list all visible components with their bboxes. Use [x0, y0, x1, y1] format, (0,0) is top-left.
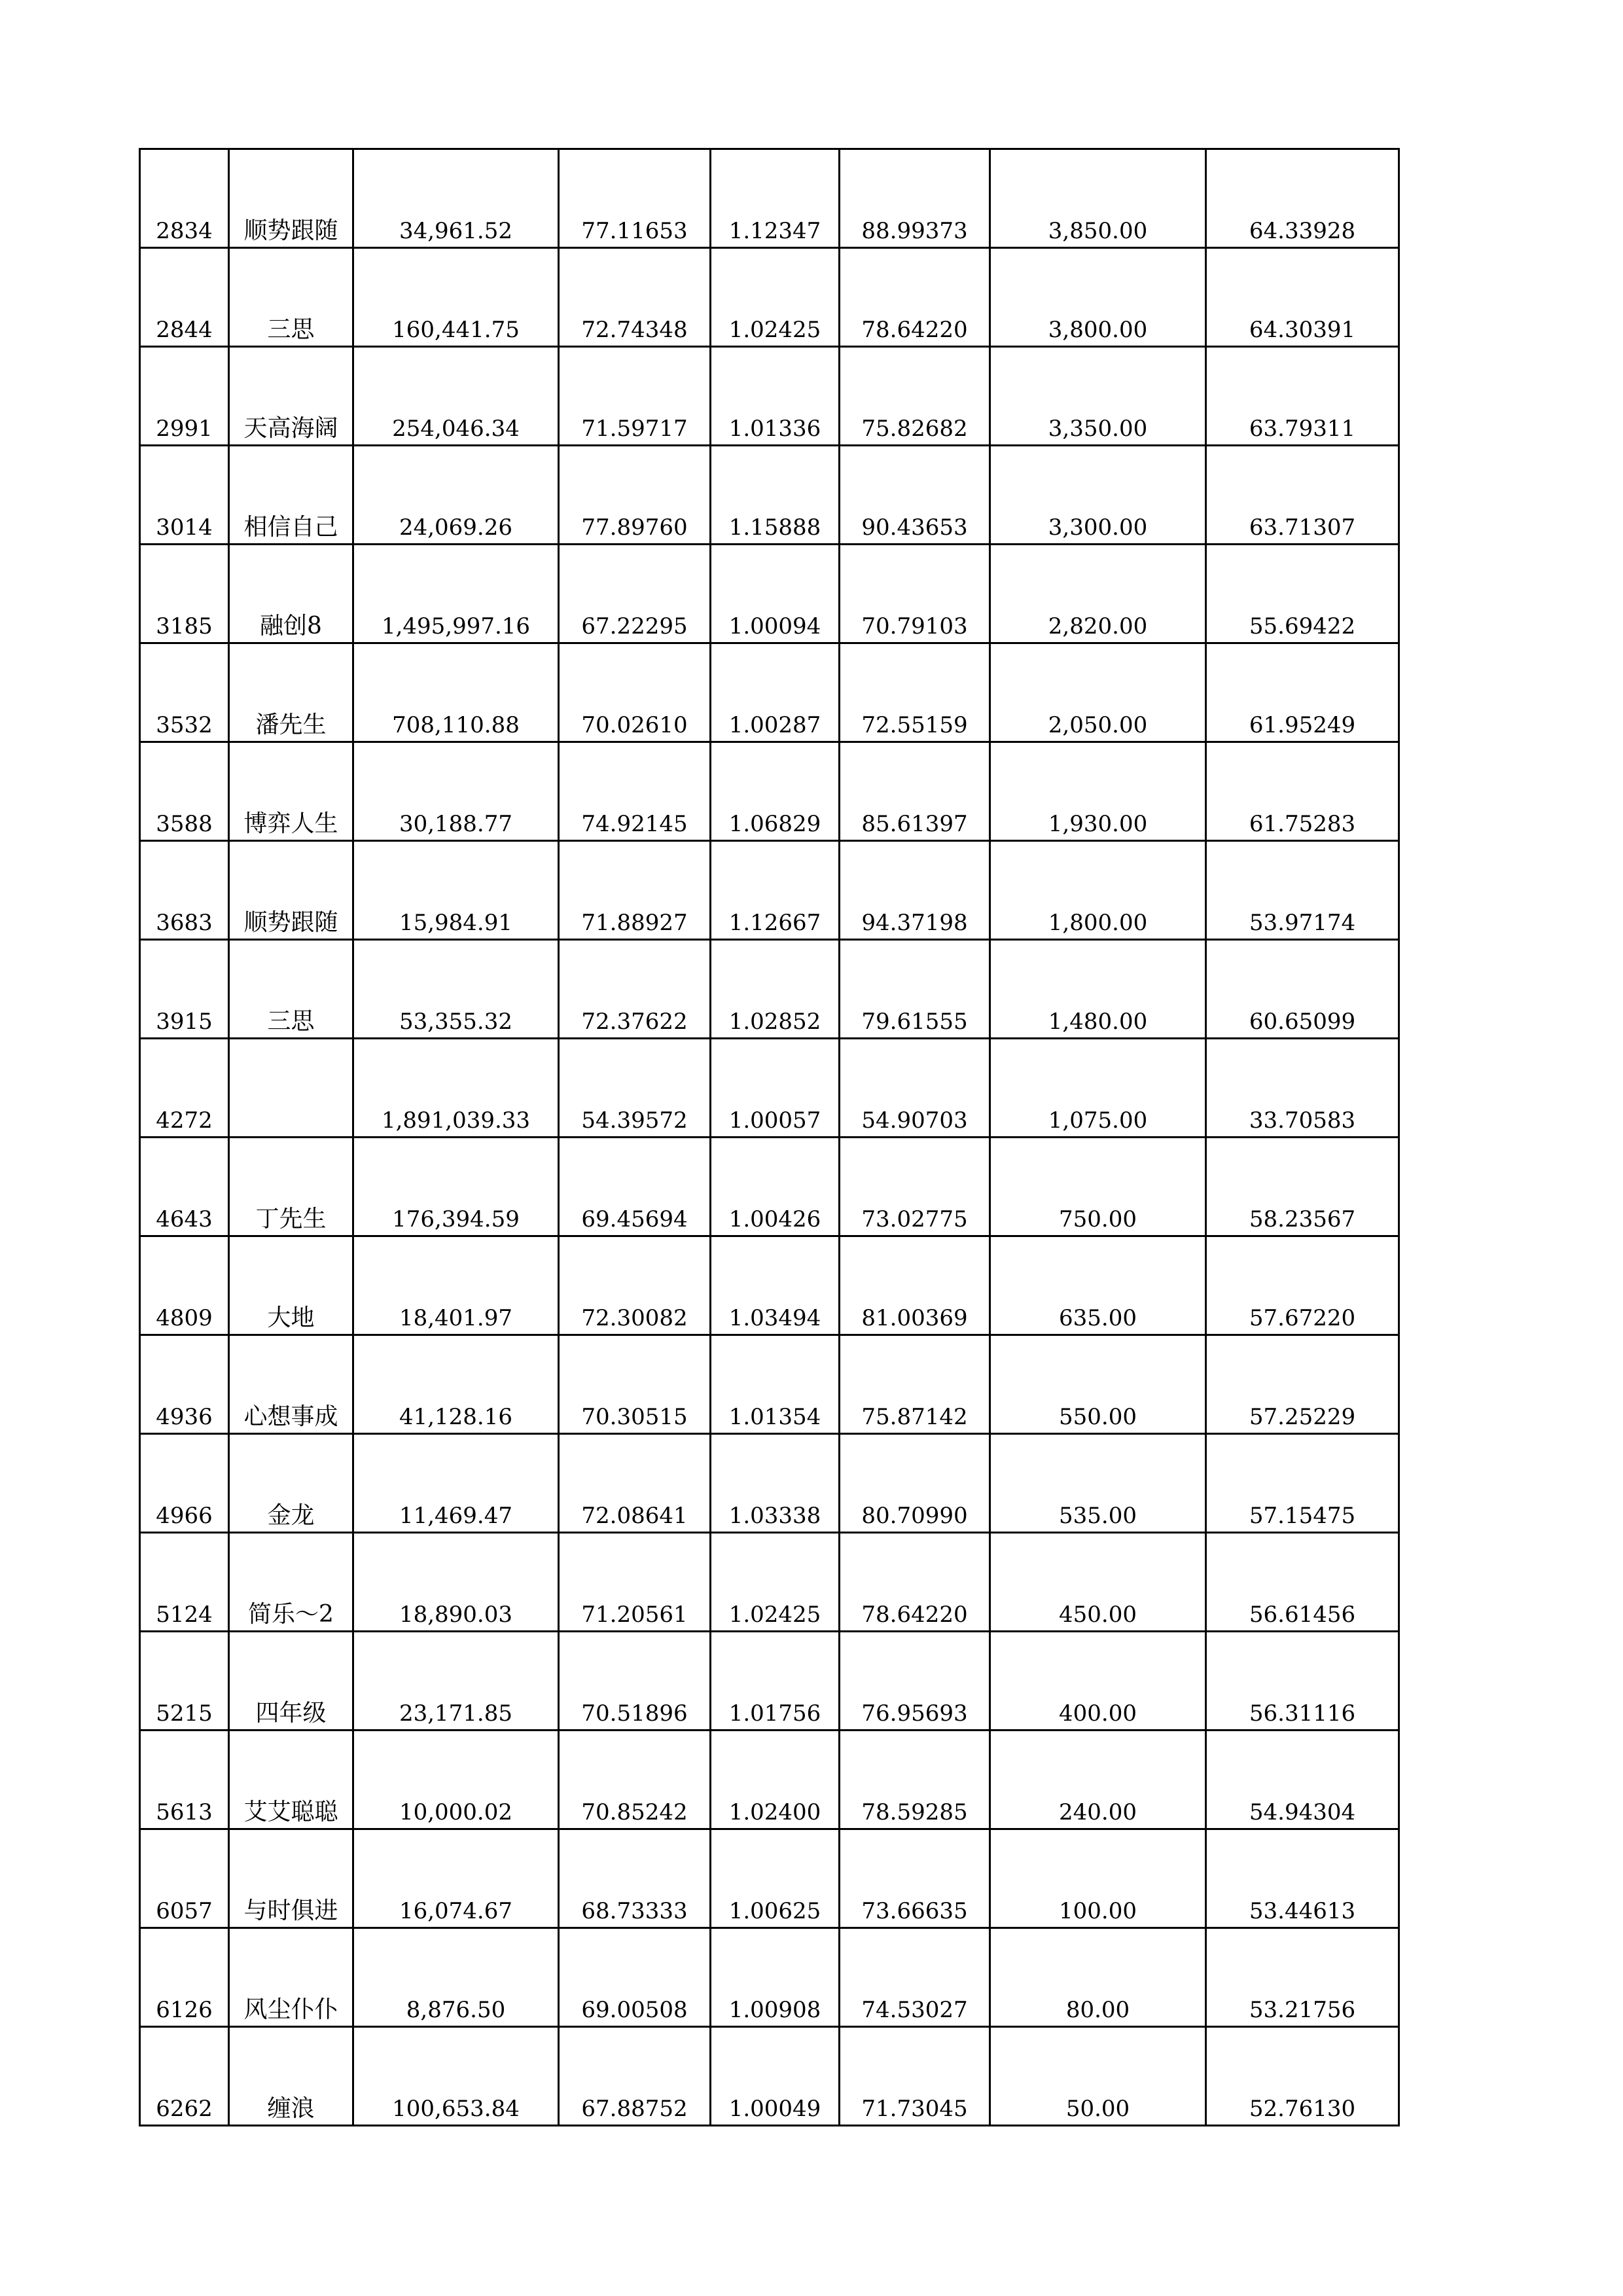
name-cell: 融创8 — [229, 545, 353, 643]
row-id-cell: 4966 — [140, 1434, 229, 1533]
value1-cell: 72.30082 — [559, 1236, 711, 1335]
row-id-cell: 2844 — [140, 248, 229, 347]
table-row — [140, 1039, 1399, 1138]
value1-cell: 70.85242 — [559, 1731, 711, 1829]
value2-cell: 1.01336 — [711, 347, 840, 446]
name-cell: 博弈人生 — [229, 742, 353, 841]
table-row — [140, 940, 1399, 1039]
value1-cell: 67.88752 — [559, 2027, 711, 2126]
amount-cell: 160,441.75 — [353, 248, 559, 347]
table-body — [140, 149, 1399, 2126]
points-cell: 240.00 — [990, 1731, 1206, 1829]
row-id-cell: 3532 — [140, 643, 229, 742]
row-id-cell: 3185 — [140, 545, 229, 643]
score-cell: 61.75283 — [1206, 742, 1399, 841]
score-cell: 63.79311 — [1206, 347, 1399, 446]
score-cell: 58.23567 — [1206, 1138, 1399, 1236]
name-cell: 简乐～2 — [229, 1533, 353, 1632]
points-cell: 3,800.00 — [990, 248, 1206, 347]
table-row — [140, 248, 1399, 347]
amount-cell: 16,074.67 — [353, 1829, 559, 1928]
value2-cell: 1.02425 — [711, 1533, 840, 1632]
value2-cell: 1.00057 — [711, 1039, 840, 1138]
table-row — [140, 841, 1399, 940]
value3-cell: 73.66635 — [840, 1829, 990, 1928]
table-row — [140, 1829, 1399, 1928]
value1-cell: 70.02610 — [559, 643, 711, 742]
amount-cell: 18,890.03 — [353, 1533, 559, 1632]
points-cell: 550.00 — [990, 1335, 1206, 1434]
score-cell: 57.67220 — [1206, 1236, 1399, 1335]
points-cell: 50.00 — [990, 2027, 1206, 2126]
name-cell: 金龙 — [229, 1434, 353, 1533]
row-id-cell: 2991 — [140, 347, 229, 446]
name-cell: 缠浪 — [229, 2027, 353, 2126]
score-cell: 33.70583 — [1206, 1039, 1399, 1138]
table-row — [140, 1632, 1399, 1731]
table-row — [140, 149, 1399, 248]
value2-cell: 1.03338 — [711, 1434, 840, 1533]
value2-cell: 1.00094 — [711, 545, 840, 643]
name-cell: 三思 — [229, 248, 353, 347]
value3-cell: 76.95693 — [840, 1632, 990, 1731]
value1-cell: 77.89760 — [559, 446, 711, 545]
score-cell: 56.31116 — [1206, 1632, 1399, 1731]
score-cell: 55.69422 — [1206, 545, 1399, 643]
points-cell: 1,075.00 — [990, 1039, 1206, 1138]
value2-cell: 1.12347 — [711, 149, 840, 248]
value2-cell: 1.02425 — [711, 248, 840, 347]
value1-cell: 72.37622 — [559, 940, 711, 1039]
value3-cell: 70.79103 — [840, 545, 990, 643]
value3-cell: 81.00369 — [840, 1236, 990, 1335]
points-cell: 80.00 — [990, 1928, 1206, 2027]
name-cell: 风尘仆仆 — [229, 1928, 353, 2027]
row-id-cell: 4272 — [140, 1039, 229, 1138]
value2-cell: 1.00426 — [711, 1138, 840, 1236]
row-id-cell: 2834 — [140, 149, 229, 248]
table-row — [140, 1138, 1399, 1236]
value3-cell: 74.53027 — [840, 1928, 990, 2027]
row-id-cell: 4643 — [140, 1138, 229, 1236]
points-cell: 2,820.00 — [990, 545, 1206, 643]
amount-cell: 30,188.77 — [353, 742, 559, 841]
value2-cell: 1.00908 — [711, 1928, 840, 2027]
table-row — [140, 1928, 1399, 2027]
value3-cell: 85.61397 — [840, 742, 990, 841]
value2-cell: 1.06829 — [711, 742, 840, 841]
row-id-cell: 3588 — [140, 742, 229, 841]
name-cell: 艾艾聪聪 — [229, 1731, 353, 1829]
value1-cell: 77.11653 — [559, 149, 711, 248]
value3-cell: 72.55159 — [840, 643, 990, 742]
value2-cell: 1.15888 — [711, 446, 840, 545]
table-row — [140, 742, 1399, 841]
name-cell — [229, 1039, 353, 1138]
score-cell: 57.15475 — [1206, 1434, 1399, 1533]
value3-cell: 94.37198 — [840, 841, 990, 940]
value3-cell: 78.64220 — [840, 1533, 990, 1632]
points-cell: 1,800.00 — [990, 841, 1206, 940]
value1-cell: 74.92145 — [559, 742, 711, 841]
table-row — [140, 643, 1399, 742]
value2-cell: 1.03494 — [711, 1236, 840, 1335]
score-cell: 61.95249 — [1206, 643, 1399, 742]
table-row — [140, 1533, 1399, 1632]
amount-cell: 10,000.02 — [353, 1731, 559, 1829]
value3-cell: 88.99373 — [840, 149, 990, 248]
name-cell: 大地 — [229, 1236, 353, 1335]
row-id-cell: 6262 — [140, 2027, 229, 2126]
value3-cell: 80.70990 — [840, 1434, 990, 1533]
value2-cell: 1.12667 — [711, 841, 840, 940]
value2-cell: 1.01354 — [711, 1335, 840, 1434]
table-row — [140, 446, 1399, 545]
points-cell: 750.00 — [990, 1138, 1206, 1236]
name-cell: 天高海阔 — [229, 347, 353, 446]
points-cell: 400.00 — [990, 1632, 1206, 1731]
score-cell: 53.97174 — [1206, 841, 1399, 940]
score-cell: 53.21756 — [1206, 1928, 1399, 2027]
value1-cell: 69.45694 — [559, 1138, 711, 1236]
table-row — [140, 545, 1399, 643]
value1-cell: 71.88927 — [559, 841, 711, 940]
name-cell: 相信自己 — [229, 446, 353, 545]
amount-cell: 1,495,997.16 — [353, 545, 559, 643]
amount-cell: 8,876.50 — [353, 1928, 559, 2027]
value1-cell: 69.00508 — [559, 1928, 711, 2027]
table-row — [140, 2027, 1399, 2126]
score-cell: 64.33928 — [1206, 149, 1399, 248]
value2-cell: 1.00287 — [711, 643, 840, 742]
row-id-cell: 3915 — [140, 940, 229, 1039]
points-cell: 3,850.00 — [990, 149, 1206, 248]
amount-cell: 18,401.97 — [353, 1236, 559, 1335]
points-cell: 3,300.00 — [990, 446, 1206, 545]
row-id-cell: 5124 — [140, 1533, 229, 1632]
score-cell: 53.44613 — [1206, 1829, 1399, 1928]
amount-cell: 11,469.47 — [353, 1434, 559, 1533]
amount-cell: 23,171.85 — [353, 1632, 559, 1731]
value3-cell: 73.02775 — [840, 1138, 990, 1236]
row-id-cell: 3014 — [140, 446, 229, 545]
row-id-cell: 3683 — [140, 841, 229, 940]
table-row — [140, 1731, 1399, 1829]
value1-cell: 71.59717 — [559, 347, 711, 446]
value3-cell: 54.90703 — [840, 1039, 990, 1138]
value2-cell: 1.02400 — [711, 1731, 840, 1829]
value1-cell: 67.22295 — [559, 545, 711, 643]
name-cell: 四年级 — [229, 1632, 353, 1731]
name-cell: 三思 — [229, 940, 353, 1039]
row-id-cell: 5613 — [140, 1731, 229, 1829]
value1-cell: 70.51896 — [559, 1632, 711, 1731]
value2-cell: 1.00049 — [711, 2027, 840, 2126]
score-cell: 57.25229 — [1206, 1335, 1399, 1434]
name-cell: 心想事成 — [229, 1335, 353, 1434]
value2-cell: 1.00625 — [711, 1829, 840, 1928]
points-cell: 2,050.00 — [990, 643, 1206, 742]
row-id-cell: 5215 — [140, 1632, 229, 1731]
score-cell: 56.61456 — [1206, 1533, 1399, 1632]
table-row — [140, 347, 1399, 446]
score-cell: 54.94304 — [1206, 1731, 1399, 1829]
score-cell: 63.71307 — [1206, 446, 1399, 545]
value3-cell: 75.82682 — [840, 347, 990, 446]
table-row — [140, 1434, 1399, 1533]
amount-cell: 176,394.59 — [353, 1138, 559, 1236]
value3-cell: 78.59285 — [840, 1731, 990, 1829]
points-cell: 450.00 — [990, 1533, 1206, 1632]
score-cell: 64.30391 — [1206, 248, 1399, 347]
score-cell: 52.76130 — [1206, 2027, 1399, 2126]
value3-cell: 75.87142 — [840, 1335, 990, 1434]
amount-cell: 34,961.52 — [353, 149, 559, 248]
row-id-cell: 6057 — [140, 1829, 229, 1928]
value1-cell: 72.08641 — [559, 1434, 711, 1533]
name-cell: 顺势跟随 — [229, 841, 353, 940]
row-id-cell: 4936 — [140, 1335, 229, 1434]
value1-cell: 70.30515 — [559, 1335, 711, 1434]
amount-cell: 24,069.26 — [353, 446, 559, 545]
value1-cell: 68.73333 — [559, 1829, 711, 1928]
amount-cell: 15,984.91 — [353, 841, 559, 940]
points-cell: 1,930.00 — [990, 742, 1206, 841]
value1-cell: 71.20561 — [559, 1533, 711, 1632]
table-row — [140, 1236, 1399, 1335]
amount-cell: 1,891,039.33 — [353, 1039, 559, 1138]
value2-cell: 1.02852 — [711, 940, 840, 1039]
value1-cell: 72.74348 — [559, 248, 711, 347]
value3-cell: 90.43653 — [840, 446, 990, 545]
name-cell: 丁先生 — [229, 1138, 353, 1236]
score-cell: 60.65099 — [1206, 940, 1399, 1039]
name-cell: 与时俱进 — [229, 1829, 353, 1928]
points-cell: 100.00 — [990, 1829, 1206, 1928]
amount-cell: 254,046.34 — [353, 347, 559, 446]
row-id-cell: 6126 — [140, 1928, 229, 2027]
amount-cell: 53,355.32 — [353, 940, 559, 1039]
amount-cell: 100,653.84 — [353, 2027, 559, 2126]
value2-cell: 1.01756 — [711, 1632, 840, 1731]
points-cell: 3,350.00 — [990, 347, 1206, 446]
value3-cell: 78.64220 — [840, 248, 990, 347]
name-cell: 潘先生 — [229, 643, 353, 742]
table-row — [140, 1335, 1399, 1434]
points-cell: 535.00 — [990, 1434, 1206, 1533]
points-cell: 635.00 — [990, 1236, 1206, 1335]
row-id-cell: 4809 — [140, 1236, 229, 1335]
data-table — [139, 148, 1400, 2126]
amount-cell: 708,110.88 — [353, 643, 559, 742]
name-cell: 顺势跟随 — [229, 149, 353, 248]
amount-cell: 41,128.16 — [353, 1335, 559, 1434]
value3-cell: 79.61555 — [840, 940, 990, 1039]
value1-cell: 54.39572 — [559, 1039, 711, 1138]
points-cell: 1,480.00 — [990, 940, 1206, 1039]
value3-cell: 71.73045 — [840, 2027, 990, 2126]
